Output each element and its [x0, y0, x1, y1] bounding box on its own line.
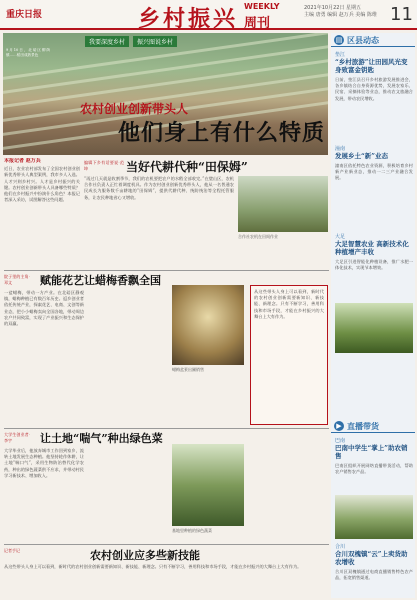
- issue-date: 2021年10月22日 星期五: [304, 5, 362, 11]
- weekly-cn-label: 周刊: [244, 16, 271, 31]
- sidebar-item-body: 潼南区依托特色农业资源，积极培育乡村新产业新业态，推动一二三产业融合发展。: [335, 163, 413, 181]
- sidebar-section-header: [331, 33, 415, 47]
- section3-title: 让土地“喘气”种出绿色菜: [40, 432, 163, 445]
- sidebar-photo: [335, 495, 413, 539]
- hero-tag: 我要深度乡村: [85, 36, 129, 47]
- sidebar-item-location: 合川: [335, 544, 346, 550]
- section2-photo-caption: 蜡梅盆景出圃销售: [172, 367, 204, 372]
- section1-photo-caption: 合作社农机在田间作业: [238, 234, 278, 239]
- sidebar-item-location: 大足: [335, 234, 346, 240]
- section3-photo-caption: 基地里种植的绿色蔬菜: [172, 528, 212, 533]
- commentary-box: [250, 285, 328, 425]
- hero-caption: 9月10日，北碚区柳荫镇……稻田成熟景色: [6, 48, 50, 57]
- sidebar-section-label: 区县动态: [347, 35, 379, 45]
- issue-meta: [304, 5, 382, 19]
- section1-note: 编辑下乡有话要说·范坤: [84, 160, 124, 172]
- sidebar-item-location: 垫江: [335, 52, 346, 58]
- sidebar-item-body: 巴南区组织开展网络直播带货活动，帮助农户销售农产品。: [335, 463, 413, 475]
- lead-article: [4, 158, 80, 270]
- lead-byline: 本报记者 赵万兵: [4, 158, 41, 164]
- sidebar-photo: [335, 303, 413, 353]
- lead-body: 近日，农业农村部发布了全国农村创业创新优秀带头人典型案例，我市多人入选。人才兴则乡村兴。人才是乡村振兴的关键。农村创业创新带头人具备哪些特质？他们在乡村振兴中扮演什么角色？本报记者深入采访，试图解答这些问题。: [4, 166, 80, 203]
- section1-body: “再过几天就是收割季节，我们的农机要把农户的水稻全部收完。”在璧山区，农机合作社负责人正忙着调度机具。作为农村创业创新优秀带头人，他从一名普通农民成长为服务数千亩耕地的“田保姆”，提供代耕代种、统防统治等全程托管服务，让农民种地省心又增收。: [84, 176, 234, 200]
- section3-note: 大学生创业者·李宇: [4, 432, 30, 444]
- section2-title: 赋能花艺让蜡梅香飘全国: [40, 274, 161, 287]
- lead-subtitle: 农村创业创新带头人: [80, 102, 189, 116]
- sidebar-item-title: 巴南中学生“掌上”助农销售: [335, 444, 408, 460]
- sidebar-section-header: [331, 419, 415, 433]
- section2-body: 一盆蜡梅，带动一方产业。在北碚区静观镇，蜡梅种植已有数百年历史。返乡创业者依托传统产业，探索花艺、电商、文创等新业态，把小小蜡梅卖向全国各地，带动周边农户共同致富，实现了产业振兴和生态保护的双赢。: [4, 290, 84, 327]
- sidebar-item-title: 合川双槐镇“云”上卖货助农增收: [335, 550, 408, 566]
- hero-tags: [85, 36, 177, 47]
- sidebar-item-body: 合川区双槐镇通过电商直播销售特色农产品，拓宽销售渠道。: [335, 569, 413, 581]
- section2-photo: [172, 285, 244, 365]
- sidebar-item-title: 发展乡土“新”业态: [335, 152, 388, 160]
- section-divider: [4, 270, 329, 271]
- hero-tag: 振兴图说乡村: [133, 36, 177, 47]
- section3-photo: [172, 444, 244, 526]
- sidebar-item-title: “乡村旅游”让田园风光变身致富金钥匙: [335, 58, 408, 74]
- lead-headline: 他们身上有什么特质: [118, 120, 326, 146]
- page-number: 11: [390, 4, 413, 25]
- section3-body: 大学毕业后，他放弃城市工作回到家乡，流转土地发展生态种植。他坚持轮作休耕，让土地“喘口气”，采用生物防治替代化学农药，种出的绿色蔬菜供不应求，并带动村民学习新技术、增加收入。: [4, 448, 84, 478]
- bottom-title: 农村创业应多些新技能: [90, 549, 200, 562]
- news-icon: ▤: [335, 36, 343, 44]
- section1-title: 当好代耕代种“田保姆”: [126, 160, 248, 174]
- sidebar-item-location: 巴南: [335, 438, 346, 444]
- live-stream-icon: ▶: [334, 421, 344, 431]
- page-title: 乡村振兴: [138, 6, 239, 32]
- sidebar: [331, 33, 415, 598]
- section3-body-continued: [88, 448, 168, 540]
- sidebar-item-body: 日前，垫江县召开乡村旅游发展推进会，各乡镇结合自身资源优势，发展农家乐、民宿、采摘体验等业态，推动农文旅融合发展，带动农民增收。: [335, 77, 413, 101]
- section2-body-continued: [88, 290, 168, 420]
- section-divider: [4, 544, 329, 545]
- section2-note: 院子里的主角·邓文: [4, 274, 30, 286]
- bottom-note: 记者手记: [4, 548, 20, 553]
- section3-side-text: [250, 444, 328, 540]
- bottom-body: 从这些带头人身上可以看到，新时代的农村创业创新需要新知识、新技能、新理念。只有不断学习，善用科技和市场手段，才能在乡村振兴的大舞台上大有作为。: [4, 564, 302, 569]
- sidebar-item-location: 潼南: [335, 146, 346, 152]
- commentary-text: 从这些带头人身上可以看到，新时代的农村创业创新需要新知识、新技能、新理念。只有不断学习，善用科技和市场手段，才能在乡村振兴的大舞台上大有作为。: [254, 289, 324, 319]
- sidebar-item-title: 大足智慧农业 高新技术化种植增产丰收: [335, 240, 409, 256]
- newspaper-logo: 重庆日报: [6, 10, 43, 20]
- masthead: [0, 0, 417, 30]
- sidebar-item-body: 大足区引进智能化种植设备，推广水肥一体化技术，实现节本增效。: [335, 259, 413, 271]
- section-divider: [4, 428, 329, 429]
- section1-photo: [238, 176, 328, 232]
- sidebar-section-label: 直播带货: [347, 421, 379, 431]
- weekly-label: WEEKLY: [244, 2, 280, 11]
- issue-editors: 主编 唐勇 编辑 赵万兵 美编 陈维: [304, 12, 377, 18]
